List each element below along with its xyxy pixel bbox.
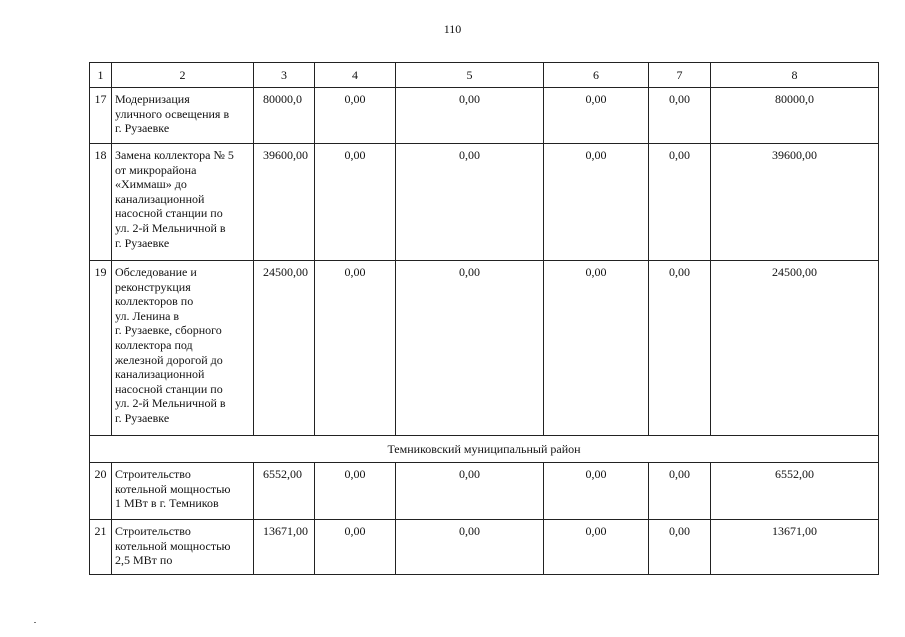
cell-col7: 0,00	[649, 261, 711, 436]
cell-col8: 39600,00	[711, 144, 879, 261]
item-name-line: от микрорайона	[115, 162, 197, 177]
item-name-line: г. Рузаевке	[115, 235, 170, 250]
cell-col4: 0,00	[315, 261, 396, 436]
cell-col5: 0,00	[396, 520, 544, 575]
item-name-line: коллекторов по	[115, 294, 194, 309]
column-header: 8	[711, 63, 879, 88]
item-name	[112, 261, 254, 436]
cell-col4: 0,00	[315, 463, 396, 520]
page-number: 110	[443, 22, 462, 36]
cell-col4: 0,00	[315, 520, 396, 575]
item-name-line: Замена коллектора № 5	[115, 148, 234, 162]
cell-col3: 6552,00	[254, 463, 315, 520]
table-row	[90, 463, 879, 520]
item-name-line: Модернизация	[115, 92, 190, 106]
item-name-line: коллектора под	[115, 337, 193, 352]
item-name-line: железной дорогой до	[115, 352, 223, 367]
item-name-line: г. Рузаевке	[115, 121, 170, 136]
section-title: Темниковский муниципальный район	[90, 436, 879, 463]
budget-table	[89, 62, 879, 575]
item-name-line: 1 МВт в г. Темников	[115, 496, 219, 511]
table-row	[90, 520, 879, 575]
row-number: 20	[90, 463, 112, 520]
item-name-line: Обследование и	[115, 265, 197, 279]
item-name-line: 2,5 МВт по	[115, 553, 173, 568]
column-header: 5	[396, 63, 544, 88]
scan-speck	[34, 622, 36, 623]
cell-col6: 0,00	[544, 463, 649, 520]
item-name	[112, 463, 254, 520]
item-name-line: канализационной	[115, 191, 205, 206]
item-name-line: ул. 2-й Мельничной в	[115, 396, 226, 411]
row-number: 17	[90, 88, 112, 144]
item-name	[112, 520, 254, 575]
row-number: 21	[90, 520, 112, 575]
column-header: 4	[315, 63, 396, 88]
row-number: 18	[90, 144, 112, 261]
table-header-row	[90, 63, 879, 88]
cell-col5: 0,00	[396, 144, 544, 261]
item-name-line: Строительство	[115, 524, 191, 538]
cell-col7: 0,00	[649, 88, 711, 144]
item-name-line: насосной станции по	[115, 206, 223, 221]
item-name-line: г. Рузаевке, сборного	[115, 323, 222, 338]
item-name	[112, 144, 254, 261]
cell-col8: 24500,00	[711, 261, 879, 436]
cell-col4: 0,00	[315, 144, 396, 261]
column-header: 7	[649, 63, 711, 88]
cell-col6: 0,00	[544, 88, 649, 144]
cell-col6: 0,00	[544, 261, 649, 436]
item-name-line: канализационной	[115, 367, 205, 382]
item-name-line: котельной мощностью	[115, 538, 231, 553]
table-row	[90, 88, 879, 144]
item-name-line: ул. Ленина в	[115, 308, 180, 323]
item-name-line: уличного освещения в	[115, 106, 230, 121]
item-name-line: реконструкция	[115, 279, 191, 294]
cell-col7: 0,00	[649, 520, 711, 575]
item-name	[112, 88, 254, 144]
cell-col7: 0,00	[649, 144, 711, 261]
column-header: 3	[254, 63, 315, 88]
cell-col3: 39600,00	[254, 144, 315, 261]
column-header: 1	[90, 63, 112, 88]
cell-col3: 80000,0	[254, 88, 315, 144]
cell-col8: 80000,0	[711, 88, 879, 144]
cell-col5: 0,00	[396, 261, 544, 436]
cell-col8: 6552,00	[711, 463, 879, 520]
table-row	[90, 144, 879, 261]
row-number: 19	[90, 261, 112, 436]
cell-col3: 24500,00	[254, 261, 315, 436]
cell-col4: 0,00	[315, 88, 396, 144]
table-row	[90, 261, 879, 436]
cell-col7: 0,00	[649, 463, 711, 520]
cell-col5: 0,00	[396, 463, 544, 520]
cell-col3: 13671,00	[254, 520, 315, 575]
item-name-line: Строительство	[115, 467, 191, 481]
column-header: 2	[112, 63, 254, 88]
column-header: 6	[544, 63, 649, 88]
item-name-line: ул. 2-й Мельничной в	[115, 220, 226, 235]
item-name-line: котельной мощностью	[115, 481, 231, 496]
cell-col8: 13671,00	[711, 520, 879, 575]
item-name-line: насосной станции по	[115, 381, 223, 396]
item-name-line: «Химмаш» до	[115, 177, 187, 192]
cell-col6: 0,00	[544, 144, 649, 261]
item-name-line: г. Рузаевке	[115, 410, 170, 425]
cell-col5: 0,00	[396, 88, 544, 144]
section-row	[90, 436, 879, 463]
cell-col6: 0,00	[544, 520, 649, 575]
